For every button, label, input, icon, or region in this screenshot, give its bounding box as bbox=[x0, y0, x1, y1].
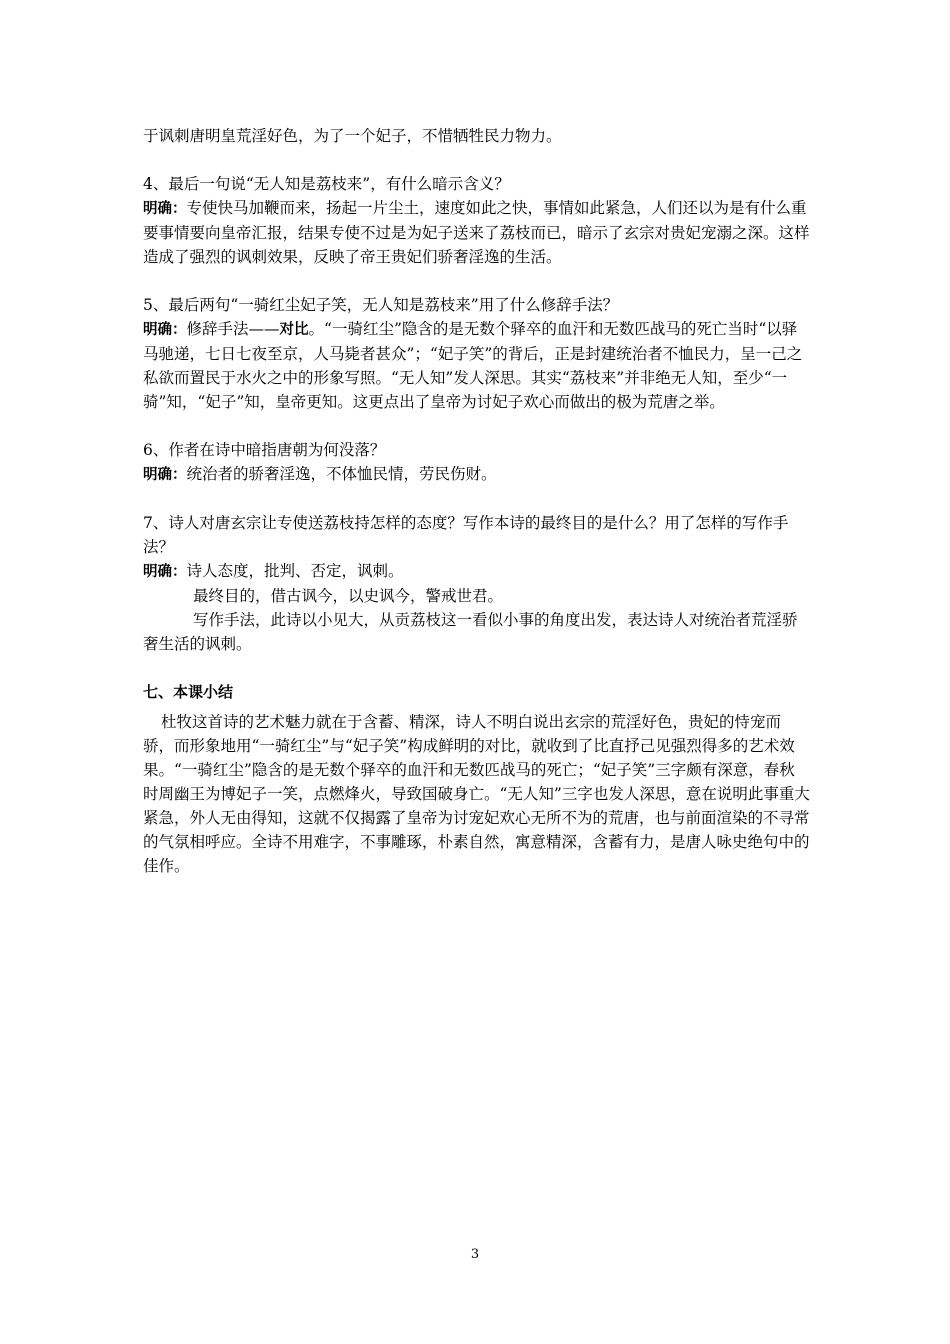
question-7-answer-3 bbox=[143, 608, 810, 656]
answer-label: 明确： bbox=[143, 564, 187, 580]
answer-text: 统治者的骄奢淫逸，不体恤民情，劳民伤财。 bbox=[186, 465, 497, 483]
answer-highlight: 对比 bbox=[279, 322, 309, 338]
question-4-text: 4、最后一句说“无人知是荔枝来”，有什么暗示含义？ bbox=[143, 175, 510, 193]
intro-paragraph: 于讽刺唐明皇荒淫好色，为了一个妃子，不惜牺牲民力物力。 bbox=[143, 127, 562, 145]
answer-text-post: 。“一骑红尘”隐含的是无数个驿卒的血汗和无数匹战马的死亡当时“以驿马驰递，七日七夜至京，人马毙者甚众”；“妃子笑”的背后，正是封建统治者不恤民力，呈一己之私欲而置民于水火之中的形象写照。“无人知”发人深思。其实“荔枝来”并非绝无人知，至少“一骑”知，“妃子”知，皇帝更知。这更点出了皇帝为讨妃子欢心而做出的极为荒唐之举。 bbox=[143, 320, 803, 411]
question-5 bbox=[143, 293, 810, 414]
answer-text: 写作手法，此诗以小见大，从贡荔枝这一看似小事的角度出发，表达诗人对统治者荒淫骄奢生活的讽刺。 bbox=[143, 611, 798, 653]
answer-label: 明确： bbox=[143, 322, 187, 338]
answer-text: 诗人态度，批判、否定，讽刺。 bbox=[186, 562, 404, 580]
question-6 bbox=[143, 438, 810, 487]
question-4 bbox=[143, 172, 810, 269]
answer-text-pre: 修辞手法—— bbox=[186, 320, 280, 338]
question-7-answer-1 bbox=[143, 559, 810, 584]
answer-label: 明确： bbox=[143, 201, 187, 217]
section-title: 七、本课小结 bbox=[143, 683, 234, 701]
answer-label: 明确： bbox=[143, 467, 187, 483]
page-content bbox=[143, 124, 810, 878]
summary-section bbox=[143, 680, 810, 878]
question-7-text: 7、诗人对唐玄宗让专使送荔枝持怎样的态度？写作本诗的最终目的是什么？用了怎样的写作手法？ bbox=[143, 514, 789, 556]
summary-paragraph: 杜牧这首诗的艺术魅力就在于含蓄、精深，诗人不明白说出玄宗的荒淫好色，贵妃的恃宠而骄，而形象地用“一骑红尘”与“妃子笑”构成鲜明的对比，就收到了比直抒己见强烈得多的艺术效果。“一骑红尘”隐含的是无数个驿卒的血汗和无数匹战马的死亡；“妃子笑”三字颇有深意，春秋时周幽王为博妃子一笑，点燃烽火，导致国破身亡。“无人知”三字也发人深思，意在说明此事重大紧急，外人无由得知，这就不仅揭露了皇帝为讨宠妃欢心无所不为的荒唐，也与前面渲染的不寻常的气氛相呼应。全诗不用难字，不事雕琢，朴素自然，寓意精深，含蓄有力，是唐人咏史绝句中的佳作。 bbox=[143, 713, 810, 875]
answer-text: 专使快马加鞭而来，扬起一片尘土，速度如此之快，事情如此紧急，人们还以为是有什么重要事情要向皇帝汇报，结果专使不过是为妃子送来了荔枝而已，暗示了玄宗对贵妃宠溺之深。这样造成了强烈的讽刺效果，反映了帝王贵妃们骄奢淫逸的生活。 bbox=[143, 199, 810, 266]
question-5-text: 5、最后两句“一骑红尘妃子笑，无人知是荔枝来”用了什么修辞手法？ bbox=[143, 296, 619, 314]
question-4-answer bbox=[143, 196, 810, 269]
question-6-answer bbox=[143, 462, 810, 487]
question-6-text: 6、作者在诗中暗指唐朝为何没落？ bbox=[143, 441, 386, 459]
page-number: 3 bbox=[470, 1247, 480, 1262]
question-7 bbox=[143, 511, 810, 656]
question-7-answer-2: 最终目的，借古讽今，以史讽今，警戒世君。 bbox=[193, 587, 504, 605]
question-5-answer bbox=[143, 317, 810, 414]
